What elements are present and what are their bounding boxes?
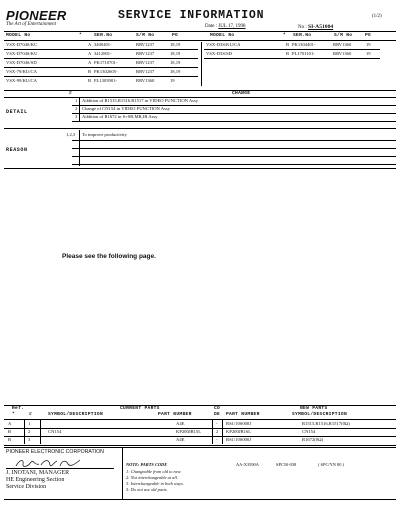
table-cell: 1	[28, 421, 31, 426]
col-star-2: *	[283, 33, 287, 38]
col-rule	[40, 420, 41, 444]
table-cell: 18,19	[170, 51, 181, 56]
rule	[4, 31, 396, 32]
new-parts-label: NEW PARTS	[300, 406, 328, 411]
detail-number: 3	[75, 114, 78, 119]
date-value: JUL 17, 1998	[218, 24, 246, 29]
date-field	[205, 24, 246, 29]
table-cell: CN154	[302, 429, 316, 434]
rule	[4, 499, 396, 500]
brand-tagline: The Art of Entertainment	[6, 22, 57, 27]
row-rule	[4, 58, 198, 59]
doc-number-value: SI-A51004	[308, 24, 334, 30]
page-count: (1/2)	[372, 14, 382, 19]
row-rule	[72, 156, 396, 157]
col-new-symbol: SYMBOL/DESCRIPTION	[292, 412, 348, 417]
rule	[4, 168, 396, 169]
reason-label: REASON	[6, 147, 28, 153]
col-rule	[79, 130, 80, 166]
table-cell: A4E	[176, 421, 185, 426]
ref-label: Ref.	[12, 406, 25, 411]
signature-line	[6, 468, 114, 469]
signer-division: Service Division	[6, 484, 47, 490]
page-title: SERVICE INFORMATION	[118, 9, 265, 22]
signature	[14, 456, 84, 468]
row-rule	[204, 58, 380, 59]
table-cell: 19	[170, 78, 175, 83]
col-serno: SER.No	[94, 33, 113, 38]
rule	[4, 128, 396, 129]
table-cell: B	[286, 42, 290, 47]
table-cell: RS1/10S000J	[226, 437, 252, 442]
table-cell: VSX-D704S/KU	[6, 51, 38, 56]
reason-text: To improve productivity	[82, 132, 127, 137]
col-rule	[24, 420, 25, 444]
col-pg-2: PG	[365, 33, 372, 38]
col-part-number: PART NUMBER	[158, 412, 192, 417]
table-cell: B	[8, 429, 12, 434]
row-rule	[72, 113, 396, 114]
table-cell: B	[8, 437, 12, 442]
col-serno-2: SER.No	[293, 33, 312, 38]
table-cell: 3412801-	[94, 51, 112, 56]
co-label: CO	[214, 406, 221, 411]
detail-text: Addition of R1672 in S+SR,MR,IR Assy	[82, 114, 158, 119]
table-cell: A	[88, 51, 92, 56]
col-rule	[222, 420, 223, 444]
col-smno-2: S/M No	[334, 33, 353, 38]
col-rule	[122, 447, 123, 499]
table-cell: 18,19	[170, 69, 181, 74]
col-new-part-number: PART NUMBER	[226, 412, 260, 417]
row-rule	[72, 164, 396, 165]
table-cell: PK1304401-	[292, 42, 316, 47]
note-item: 3: Interchangeable in both ways.	[126, 481, 184, 486]
model-table-body	[0, 42, 400, 88]
table-cell: 18,19	[170, 60, 181, 65]
row-rule	[72, 148, 396, 149]
parts-table-header	[0, 412, 400, 418]
company-name: PIONEER ELECTRONIC CORPORATION	[6, 449, 104, 455]
table-cell: B	[88, 78, 92, 83]
table-cell: VSX-D704S/SD	[6, 60, 37, 65]
row-rule	[4, 67, 198, 68]
col-pg: PG	[172, 33, 179, 38]
doc-number-label: No :	[298, 25, 307, 30]
table-cell: RRV1237	[136, 42, 155, 47]
rule	[4, 40, 396, 41]
detail-text: Change of CN154 in VIDEO FUNCTION Assy	[82, 106, 170, 111]
current-parts-label: CURRENT PARTS	[120, 406, 160, 411]
row-rule	[4, 436, 396, 437]
table-cell: B	[286, 51, 290, 56]
row-rule	[72, 121, 396, 122]
table-cell: A	[88, 60, 92, 65]
table-cell: 19	[366, 42, 371, 47]
table-cell: RRV1237	[136, 60, 155, 65]
table-cell: A	[8, 421, 12, 426]
col-star: *	[79, 33, 83, 38]
reason-number: 1,2,3	[66, 132, 76, 137]
row-rule	[4, 428, 396, 429]
body-text: Please see the following page.	[62, 253, 156, 260]
model-table-header	[0, 33, 400, 39]
col-change: CHANGE	[232, 91, 251, 96]
table-cell: B	[88, 69, 92, 74]
table-cell: 2	[216, 429, 219, 434]
table-cell: R1515,R1516,R1517(0Ω)	[302, 421, 350, 426]
signer-section: HE Engineering Section	[6, 477, 65, 483]
reason-list	[0, 130, 400, 170]
table-cell: VSX-79/KU/CA	[6, 69, 37, 74]
rule	[4, 447, 396, 448]
col-symbol: SYMBOL/DESCRIPTION	[48, 412, 104, 417]
parts-table-body	[0, 420, 400, 444]
table-cell: PL1303901-	[94, 78, 117, 83]
table-cell: VSX-D704S/KC	[6, 42, 38, 47]
code-3: ( SPC/YN 80 )	[318, 462, 344, 467]
col-de: DE	[214, 412, 221, 417]
table-cell: VSX-D3S/KU/CA	[206, 42, 241, 47]
col-rule	[212, 420, 213, 444]
table-cell: RRV1237	[136, 69, 155, 74]
detail-number: 1	[75, 98, 78, 103]
date-label: Date :	[205, 24, 218, 29]
table-cell: -	[216, 421, 218, 426]
table-cell: R1672(0Ω)	[302, 437, 324, 442]
table-cell: VSX-D3S/SD	[206, 51, 233, 56]
signer-name: J. INOTANI, MANAGER	[6, 470, 70, 476]
table-cell: 19	[366, 51, 371, 56]
table-cell: A4E	[176, 437, 185, 442]
table-cell: CN154	[48, 429, 62, 434]
row-rule	[4, 49, 198, 50]
note-item: 5: Do not use old parts.	[126, 487, 168, 492]
table-cell: 2	[28, 429, 31, 434]
table-cell: KP200JB16L	[226, 429, 252, 434]
note-item: 2: Not interchangeable at all.	[126, 475, 178, 480]
row-rule	[72, 105, 396, 106]
table-cell: PK1302605-	[94, 69, 118, 74]
code-2: SPC50-038	[276, 462, 297, 467]
table-cell: RS1/10S000J	[226, 421, 252, 426]
table-cell: 18,19	[170, 42, 181, 47]
brand-name: PIONEER	[6, 8, 67, 23]
row-rule	[204, 49, 380, 50]
col-model-2: MODEL No	[210, 33, 235, 38]
row-rule	[72, 140, 396, 141]
detail-label: DETAIL	[6, 109, 28, 115]
col-smno: S/M No	[136, 33, 155, 38]
table-cell: 3	[28, 437, 31, 442]
col-model: MODEL No	[6, 33, 31, 38]
detail-number: 2	[75, 106, 78, 111]
notes-label: NOTE: PARTS CODE	[126, 462, 168, 467]
detail-list	[0, 98, 400, 128]
col-number: #	[69, 91, 73, 96]
detail-text: Addition of R1515,R1516,R1517 in VIDEO FUNCTION Assy	[82, 98, 199, 103]
table-cell: RRV1360	[333, 51, 352, 56]
rule	[4, 445, 396, 446]
table-cell: A	[88, 42, 92, 47]
col-number: #	[29, 412, 33, 417]
table-cell: PL1701101-	[292, 51, 315, 56]
table-cell: VSX-99/KU/CA	[6, 78, 37, 83]
pioneer-logo	[6, 8, 67, 27]
table-cell: -	[216, 437, 218, 442]
doc-number-field	[298, 24, 333, 30]
col-star: *	[12, 412, 16, 417]
table-cell: 3400401-	[94, 42, 112, 47]
table-cell: PK1710701-	[94, 60, 118, 65]
table-cell: RRV1360	[136, 78, 155, 83]
col-rule	[201, 42, 202, 86]
col-rule	[79, 98, 80, 122]
code-1: AA-X3590A	[236, 462, 259, 467]
table-cell: RRV1237	[136, 51, 155, 56]
note-item: 1: Changeable from old to new.	[126, 469, 182, 474]
row-rule	[4, 76, 198, 77]
table-cell: RRV1360	[333, 42, 352, 47]
table-cell: KP200JB15L	[176, 429, 202, 434]
